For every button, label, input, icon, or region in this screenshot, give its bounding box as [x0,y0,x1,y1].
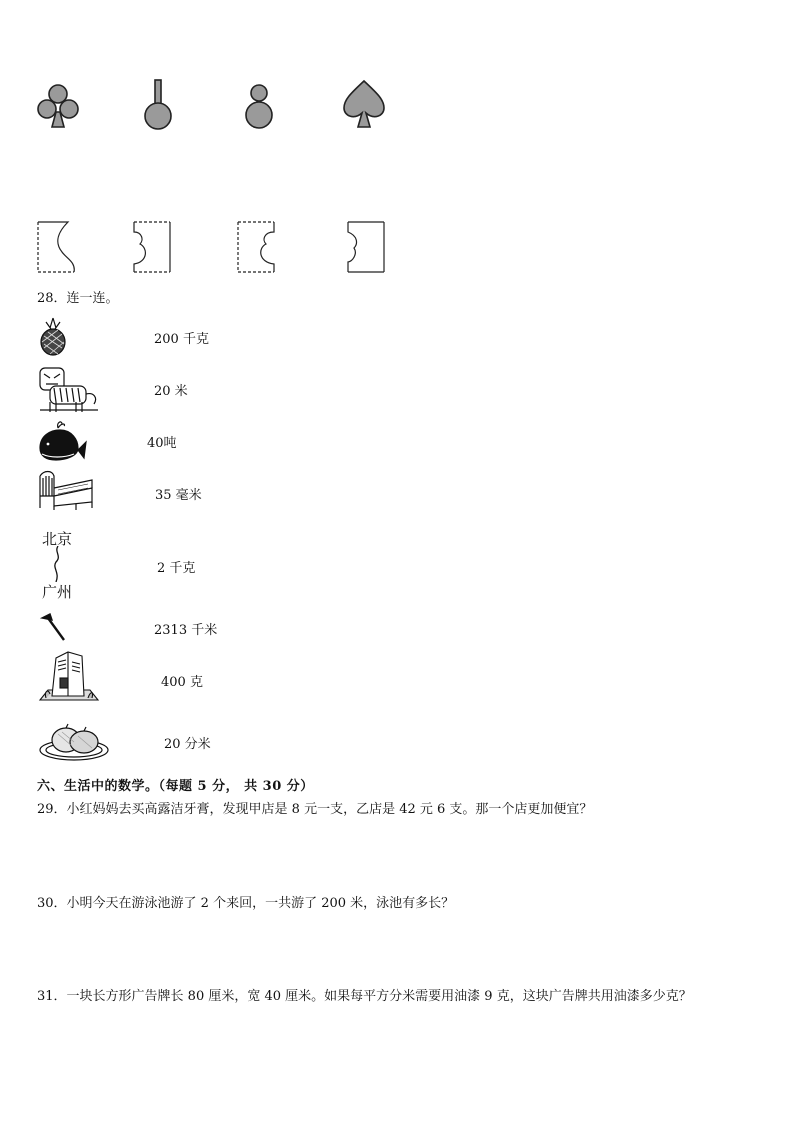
club-icon [36,82,80,130]
unit-label: 2 千克 [157,561,196,576]
map-label-bottom: 广州 [42,583,73,601]
section-title: 六、生活中的数学。（每题 5 分， 共 30 分） [37,779,314,794]
racket-icon [140,78,176,132]
question-28-title: 28．连一连。 [37,291,119,306]
unit-label: 40吨 [147,436,177,451]
question-31: 31．一块长方形广告牌长 80 厘米，宽 40 厘米。如果每平方分米需要用油漆 9 克，这块广告牌共用油漆多少克？ [37,989,692,1004]
beijing-guangzhou-map-icon [38,526,86,602]
unit-label: 200 千克 [154,332,209,347]
cutout-b [130,218,176,276]
map-label-top: 北京 [42,530,73,548]
building-icon [38,650,100,704]
whale-icon [36,418,88,462]
unit-label: 400 克 [161,675,203,690]
unit-label: 20 米 [154,384,188,399]
unit-label: 2313 千米 [154,623,218,638]
fruit-plate-icon [38,720,110,762]
nail-icon [38,612,70,644]
unit-label: 20 分米 [164,737,211,752]
question-29: 29．小红妈妈去买高露洁牙膏，发现甲店是 8 元一支，乙店是 42 元 6 支。那一个店更加便宜？ [37,802,593,817]
gourd-icon [242,80,276,132]
tiger-icon [36,364,102,416]
question-30: 30．小明今天在游泳池游了 2 个来回，一共游了 200 米，泳池有多长？ [37,896,455,911]
unit-label: 35 毫米 [155,488,202,503]
bed-icon [36,466,96,512]
cutout-a [36,218,78,276]
cutout-c [234,218,280,276]
cutout-d [344,218,390,276]
pineapple-icon [36,316,70,356]
spade-icon [340,78,388,130]
